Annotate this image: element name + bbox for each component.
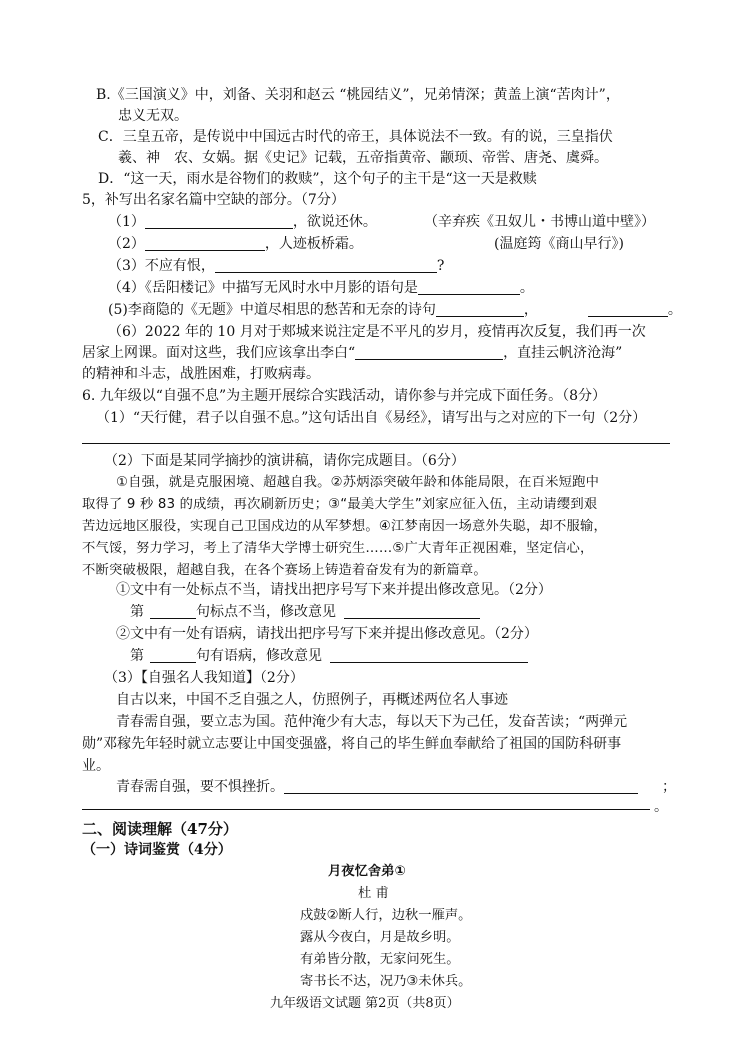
subq-1: ①文中有一处标点不当，请找出把序号写下来并提出修改意见。（2分）	[116, 582, 552, 598]
option-b-line1: B.《三国演义》中，刘备、关羽和赵云 “桃园结义”，兄弟情深；黄盖上演“苦肉计”，	[96, 87, 620, 103]
poem-line-2: 露从今夜白，月是故乡明。	[300, 930, 460, 945]
q5-6-quote: ，直挂云帆济沧海”	[503, 345, 623, 361]
poem-title: 月夜忆舍弟①	[328, 864, 406, 879]
q6-3-semicolon: ；	[662, 779, 676, 795]
question-6-title: 6. 九年级以“自强不息”为主题开展综合实践活动，请你参与并完成下面任务。（8分）	[82, 388, 607, 404]
q5-5-comma: ，	[523, 302, 538, 318]
q6-3-answer	[116, 777, 638, 797]
q6-3-example-3: 业。	[82, 758, 110, 774]
answer-blank[interactable]	[355, 345, 503, 360]
answer-blank[interactable]	[436, 302, 524, 317]
q6-3-example-2: 勋”邓稼先年轻时就立志要让中国变强盛，将自己的毕生鲜血奉献给了祖国的国防科研事	[82, 736, 622, 752]
q5-1-label: （1）	[108, 214, 145, 230]
answer-blank[interactable]	[418, 280, 520, 295]
q6-1: （1）“天行健，君子以自强不息。”这句话出自《易经》，请写出与之对应的下一句（2分）	[96, 410, 647, 426]
q5-1-text: ，欲说还休。	[292, 214, 377, 230]
q5-item-4	[108, 278, 534, 298]
passage-line-3: 苦边远地区服役，实现自己卫国戍边的从军梦想。④江梦南因一场意外失聪，却不服输，	[82, 519, 608, 534]
passage-line-4: 不气馁，努力学习，考上了清华大学博士研究生……⑤广大青年正视困难，坚定信心，	[82, 541, 594, 556]
q5-1-source: （辛弃疾《丑奴儿・书博山道中壁》）	[424, 214, 655, 230]
poem-line-4: 寄书长不达，况乃③未休兵。	[300, 974, 472, 989]
option-c-line1: C．三皇五帝，是传说中中国远古时代的帝王，具体说法不一致。有的说，三皇指伏	[98, 129, 613, 145]
question-5-title: 5，补写出名家名篇中空缺的部分。（7分）	[82, 192, 345, 208]
q5-item-2	[108, 234, 363, 254]
option-b-line2: 忠义无双。	[118, 108, 188, 124]
passage-line-5: 不断突破极限，超越自我，在各个赛场上铸造着奋发有为的新篇章。	[82, 563, 487, 578]
q6-3-instruction: 自古以来，中国不乏自强之人，仿照例子，再概述两位名人事迹	[116, 692, 508, 708]
passage-line-2: 取得了 9 秒 83 的成绩，再次刷新历史；③“最美大学生”刘家应征入伍，主动请缨到艰	[82, 497, 598, 512]
subq-1-answer	[130, 602, 480, 622]
subq-1-text: 句标点不当，修改意见	[196, 604, 336, 620]
q6-2: （2）下面是某同学摘抄的演讲稿，请你完成题目。（6分）	[104, 453, 465, 469]
answer-blank[interactable]	[215, 258, 437, 273]
answer-blank[interactable]	[150, 604, 196, 619]
subq-2-text: 句有语病，修改意见	[196, 648, 322, 664]
q6-3-period: 。	[654, 799, 668, 815]
option-d: D．“这一天，雨水是谷物们的救赎”，这个句子的主干是“这一天是救赎	[98, 171, 537, 187]
q5-item-6-line1: （6）2022 年的 10 月对于郏城来说注定是不平凡的岁月，疫情再次反复，我们再一次	[108, 324, 646, 340]
passage-line-1: ①自强，就是克服困境、超越自我。②苏炳添突破年龄和体能局限，在百米短跑中	[116, 475, 600, 490]
q6-3-example-1: 青春需自强，要立志为国。范仲淹少有大志，每以天下为己任，发奋苦读；“两弹元	[116, 714, 628, 730]
q5-5-end: 。	[667, 302, 682, 318]
q5-item-1	[108, 212, 377, 232]
poem-line-1: 戍鼓②断人行，边秋一雁声。	[300, 908, 472, 923]
q5-4-text: （4）《岳阳楼记》中描写无风时水中月影的语句是	[108, 280, 418, 296]
q5-3-end: ?	[436, 258, 445, 274]
q5-3-text: （3）不应有恨，	[108, 258, 215, 274]
answer-blank[interactable]	[145, 214, 293, 229]
q5-4-end: 。	[519, 280, 534, 296]
poem-author: 杜 甫	[358, 886, 389, 901]
section-2-1-title: （一）诗词鉴赏（4分）	[82, 842, 232, 858]
answer-line[interactable]	[82, 443, 670, 444]
poem-line-3: 有弟皆分散，无家问死生。	[300, 952, 460, 967]
q5-6-text: 居家上网课。面对这些，我们应该拿出李白“	[82, 345, 356, 361]
q5-item-6-line2	[82, 343, 622, 363]
section-2-title: 二、阅读理解（47分）	[82, 820, 238, 838]
q5-2-source: (温庭筠《商山早行》)	[494, 236, 624, 252]
q6-3-prompt: 青春需自强，要不惧挫折。	[116, 779, 284, 795]
answer-blank[interactable]	[588, 302, 668, 317]
q5-item-6-line3: 的精神和斗志，战胜困难，打败病毒。	[82, 366, 320, 382]
answer-blank[interactable]	[150, 648, 196, 663]
answer-blank[interactable]	[330, 648, 528, 663]
q5-item-5	[108, 300, 682, 320]
page-footer: 九年级语文试题 第2页（共8页）	[270, 996, 460, 1011]
q5-2-label: （2）	[108, 236, 145, 252]
answer-line[interactable]	[82, 809, 650, 810]
subq-2: ②文中有一处有语病，请找出把序号写下来并提出修改意见。（2分）	[116, 626, 538, 642]
subq-1-prefix: 第	[130, 604, 144, 620]
q6-3: （3）【自强名人我知道】（2分）	[104, 670, 304, 686]
q5-2-text: ，人迹板桥霜。	[264, 236, 363, 252]
subq-2-answer	[130, 646, 528, 666]
answer-blank[interactable]	[284, 779, 638, 794]
option-c-line2: 羲、神 农、女娲。据《史记》记载，五帝指黄帝、颛顼、帝喾、唐尧、虞舜。	[118, 150, 608, 166]
answer-blank[interactable]	[344, 604, 480, 619]
q5-item-3	[108, 256, 444, 276]
answer-blank[interactable]	[145, 236, 265, 251]
q5-5-text: (5)李商隐的《无题》中道尽相思的愁苦和无奈的诗句	[108, 302, 436, 318]
subq-2-prefix: 第	[130, 648, 144, 664]
